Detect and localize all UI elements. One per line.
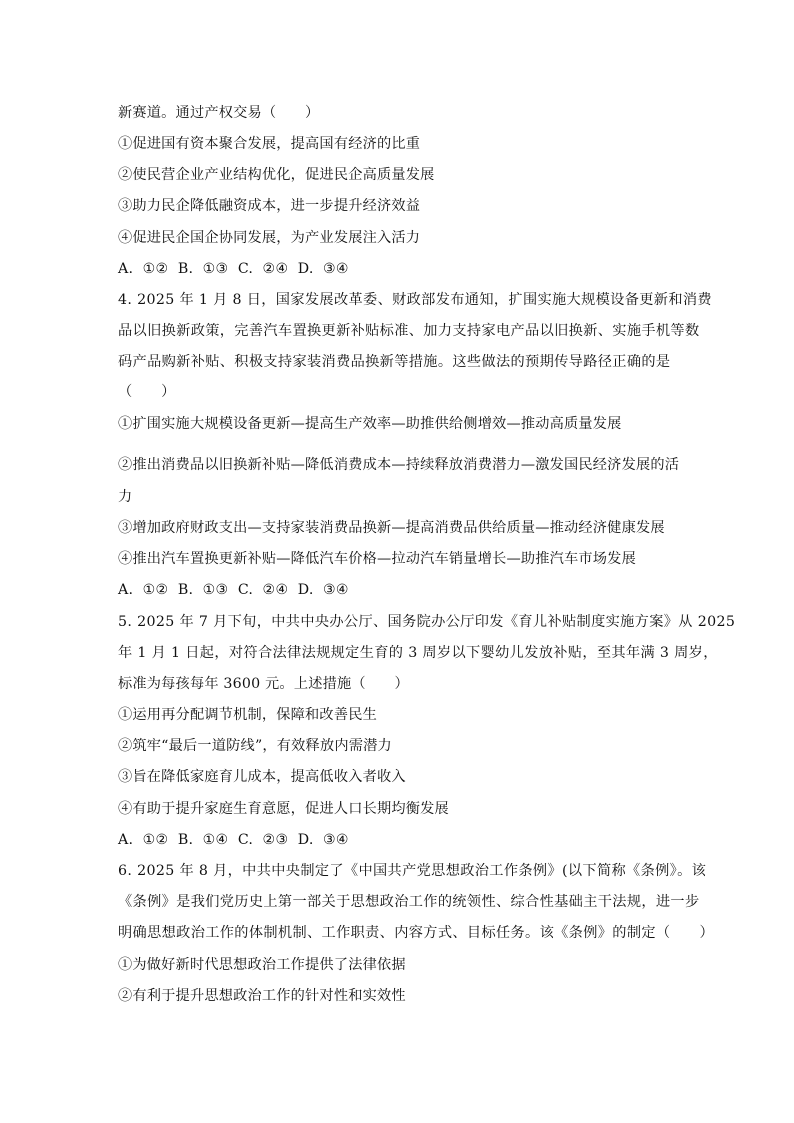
q4-stem-line-1: 4. 2025 年 1 月 8 日，国家发展改革委、财政部发布通知，扩围实施大规模设备更新和消费: [118, 292, 712, 308]
q3-answer-choices: A. ①② B. ①③ C. ②④ D. ③④: [118, 261, 349, 277]
q3-option-3: ③助力民企降低融资成本，进一步提升经济效益: [118, 198, 421, 214]
q5-answer-choices: A. ①② B. ①④ C. ②③ D. ③④: [118, 832, 349, 848]
q4-option-3: ③增加政府财政支出—支持家装消费品换新—提高消费品供给质量—推动经济健康发展: [118, 520, 665, 536]
q5-option-3: ③旨在降低家庭育儿成本，提高低收入者收入: [118, 769, 406, 785]
q4-option-1: ①扩围实施大规模设备更新—提高生产效率—助推供给侧增效—推动高质量发展: [118, 416, 622, 432]
q5-stem-line-3: 标准为每孩每年 3600 元。上述措施（ ）: [118, 676, 409, 692]
q5-option-4: ④有助于提升家庭生育意愿，促进人口长期均衡发展: [118, 801, 449, 817]
q4-stem-line-2: 品以旧换新政策，完善汽车置换更新补贴标准、加力支持家电产品以旧换新、实施手机等数: [118, 323, 700, 339]
q5-option-2: ②筑牢“最后一道防线”，有效释放内需潜力: [118, 738, 392, 754]
q5-option-1: ①运用再分配调节机制，保障和改善民生: [118, 707, 377, 723]
q6-stem-line-1: 6. 2025 年 8 月，中共中央制定了《中国共产党思想政治工作条例》(以下简称《条例》。该: [118, 863, 707, 879]
q5-stem-line-1: 5. 2025 年 7 月下旬，中共中央办公厅、国务院办公厅印发《育儿补贴制度实施方案》从 2025: [118, 614, 736, 630]
q3-stem-tail: 新赛道。通过产权交易（ ）: [118, 105, 320, 121]
q6-stem-line-2: 《条例》是我们党历史上第一部关于思想政治工作的统领性、综合性基础主干法规，进一步: [118, 894, 700, 910]
q4-answer-choices: A. ①② B. ①③ C. ②④ D. ③④: [118, 582, 349, 598]
q3-option-4: ④促进民企国企协同发展，为产业发展注入活力: [118, 230, 421, 246]
q3-option-2: ②使民营企业产业结构优化，促进民企高质量发展: [118, 167, 435, 183]
q4-option-2-continued: 力: [118, 489, 133, 505]
q4-stem-line-3: 码产品购新补贴、积极支持家装消费品换新等措施。这些做法的预期传导路径正确的是: [118, 354, 671, 370]
q6-stem-line-3: 明确思想政治工作的体制机制、工作职责、内容方式、目标任务。该《条例》的制定（ ）: [118, 925, 715, 941]
q6-option-2: ②有利于提升思想政治工作的针对性和实效性: [118, 988, 406, 1004]
q4-option-4: ④推出汽车置换更新补贴—降低汽车价格—拉动汽车销量增长—助推汽车市场发展: [118, 551, 636, 567]
q4-option-2: ②推出消费品以旧换新补贴—降低消费成本—持续释放消费潜力—激发国民经济发展的活: [118, 457, 680, 473]
q6-option-1: ①为做好新时代思想政治工作提供了法律依据: [118, 957, 406, 973]
q5-stem-line-2: 年 1 月 1 日起，对符合法律法规规定生育的 3 周岁以下婴幼儿发放补贴，至其年满 3 周岁，: [118, 645, 718, 661]
q4-stem-line-4: （ ）: [118, 384, 176, 400]
q3-option-1: ①促进国有资本聚合发展，提高国有经济的比重: [118, 136, 421, 152]
